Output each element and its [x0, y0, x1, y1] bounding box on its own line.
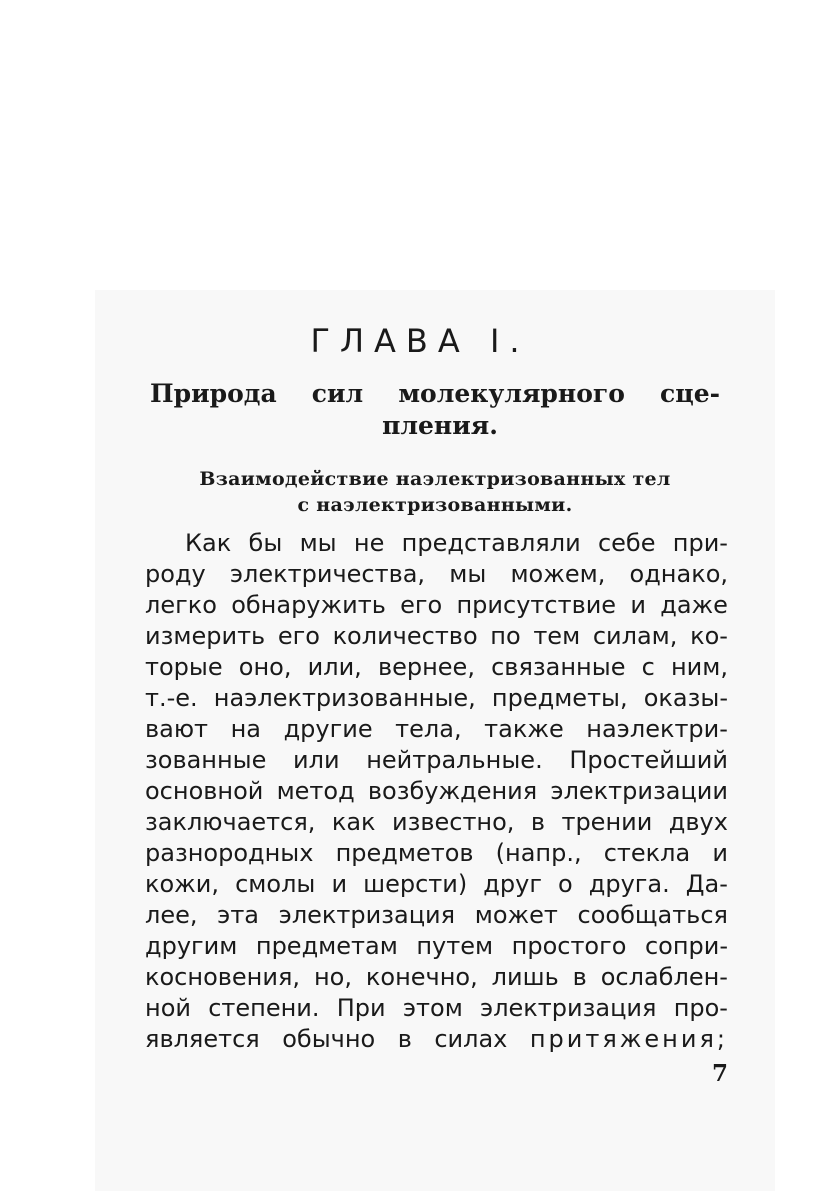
word: тем: [533, 622, 581, 650]
word: и: [331, 870, 348, 898]
title-word: сце-: [660, 379, 720, 408]
word: т.-е.: [145, 684, 198, 712]
text-line: [145, 745, 728, 776]
word: обычно: [282, 1025, 376, 1053]
word: смолы: [235, 870, 316, 898]
word: электричества,: [229, 560, 426, 588]
section-subtitle: [165, 466, 705, 518]
word: предметам: [255, 932, 398, 960]
word: по: [490, 622, 521, 650]
word: путем: [416, 932, 494, 960]
word: возбуждения: [367, 777, 538, 805]
title-word: Природа: [150, 379, 277, 408]
word: известно,: [391, 808, 515, 836]
text-line: [145, 931, 728, 962]
word: друг: [483, 870, 542, 898]
word: стекла: [603, 839, 691, 867]
subtitle-line-1: Взаимодействие наэлектризованных тел: [199, 468, 671, 490]
word: тела,: [395, 715, 462, 743]
word: может: [474, 901, 558, 929]
text-line: [145, 590, 728, 621]
word: заключается,: [145, 808, 316, 836]
word: вают: [145, 715, 209, 743]
word: трении: [561, 808, 653, 836]
word: оно,: [238, 653, 292, 681]
word: однако,: [629, 560, 728, 588]
word: косновения,: [145, 963, 301, 991]
word: бы: [248, 529, 283, 557]
word: роду: [145, 560, 206, 588]
word: можем,: [510, 560, 606, 588]
text-line: [145, 683, 728, 714]
chapter-heading: ГЛАВА I.: [310, 322, 530, 360]
word: измерить: [145, 622, 266, 650]
word: при-: [672, 529, 728, 557]
word: вернее,: [377, 653, 475, 681]
word: другие: [283, 715, 373, 743]
word: и: [712, 839, 728, 867]
word: силах: [434, 1025, 508, 1053]
page-number: 7: [712, 1060, 729, 1087]
word: двух: [668, 808, 728, 836]
text-line: [145, 962, 728, 993]
word: и: [630, 591, 646, 619]
word: торые: [145, 653, 223, 681]
word: ко-: [690, 622, 728, 650]
word: предметы,: [491, 684, 628, 712]
word: электризация: [480, 994, 657, 1022]
word: сообщаться: [577, 901, 728, 929]
title-line-1: [150, 378, 720, 410]
word: даже: [660, 591, 728, 619]
text-line: [145, 838, 728, 869]
word: простого: [511, 932, 627, 960]
word: является: [145, 1025, 260, 1053]
word: его: [277, 622, 320, 650]
word: количество: [332, 622, 478, 650]
text-line: [145, 993, 728, 1024]
word: шерсти): [363, 870, 468, 898]
subtitle-line-2: с наэлектризованными.: [297, 494, 573, 516]
word: представляли: [401, 529, 581, 557]
word: также: [484, 715, 564, 743]
word: предметов: [335, 839, 474, 867]
word: мы: [299, 529, 337, 557]
word: конечно,: [365, 963, 478, 991]
text-line: [145, 652, 728, 683]
text-line: [145, 776, 728, 807]
word: в: [530, 808, 546, 836]
word: про-: [673, 994, 728, 1022]
word: наэлектризованные,: [213, 684, 476, 712]
word: При: [336, 994, 386, 1022]
word: Как: [185, 529, 232, 557]
word: в: [397, 1025, 412, 1053]
word: другим: [145, 932, 238, 960]
word: присутствие: [456, 591, 617, 619]
title-word: сил: [311, 379, 364, 408]
word: силам,: [592, 622, 678, 650]
word: оказы-: [643, 684, 728, 712]
word: зованные: [145, 746, 267, 774]
text-line: [145, 528, 728, 559]
word: разнородных: [145, 839, 314, 867]
word: на: [230, 715, 262, 743]
word: этом: [402, 994, 463, 1022]
word: о: [557, 870, 573, 898]
word: связанные: [491, 653, 626, 681]
word: метод: [276, 777, 355, 805]
word: с: [641, 653, 655, 681]
word: притяжения;: [529, 1025, 728, 1053]
word: ним,: [670, 653, 728, 681]
word: Да-: [685, 870, 728, 898]
word: но,: [313, 963, 352, 991]
word: или: [293, 746, 340, 774]
body-paragraph: [145, 528, 728, 1055]
text-line: [145, 559, 728, 590]
text-line: [145, 807, 728, 838]
word: легко: [145, 591, 217, 619]
word: эта: [217, 901, 259, 929]
word: основной: [145, 777, 264, 805]
text-line: [145, 1024, 728, 1055]
text-line: [145, 869, 728, 900]
word: электризации: [550, 777, 728, 805]
word: нейтральные.: [366, 746, 543, 774]
word: электризация: [278, 901, 456, 929]
word: друга.: [588, 870, 670, 898]
word: себе: [597, 529, 656, 557]
word: ной: [145, 994, 191, 1022]
word: не: [353, 529, 385, 557]
text-line: [145, 621, 728, 652]
chapter-title: [150, 378, 720, 442]
word: как: [331, 808, 376, 836]
word: или,: [307, 653, 362, 681]
title-word: молекулярного: [398, 379, 625, 408]
word: лишь: [491, 963, 559, 991]
title-line-2: пления.: [382, 411, 498, 440]
word: Простейший: [569, 746, 728, 774]
word: кожи,: [145, 870, 220, 898]
word: его: [400, 591, 443, 619]
word: (напр.,: [495, 839, 582, 867]
word: наэлектри-: [586, 715, 728, 743]
word: сопри-: [644, 932, 728, 960]
word: в: [572, 963, 587, 991]
word: мы: [449, 560, 487, 588]
text-line: [145, 900, 728, 931]
text-line: [145, 714, 728, 745]
word: лее,: [145, 901, 198, 929]
word: ослаблен-: [600, 963, 728, 991]
word: обнаружить: [231, 591, 386, 619]
word: степени.: [208, 994, 320, 1022]
